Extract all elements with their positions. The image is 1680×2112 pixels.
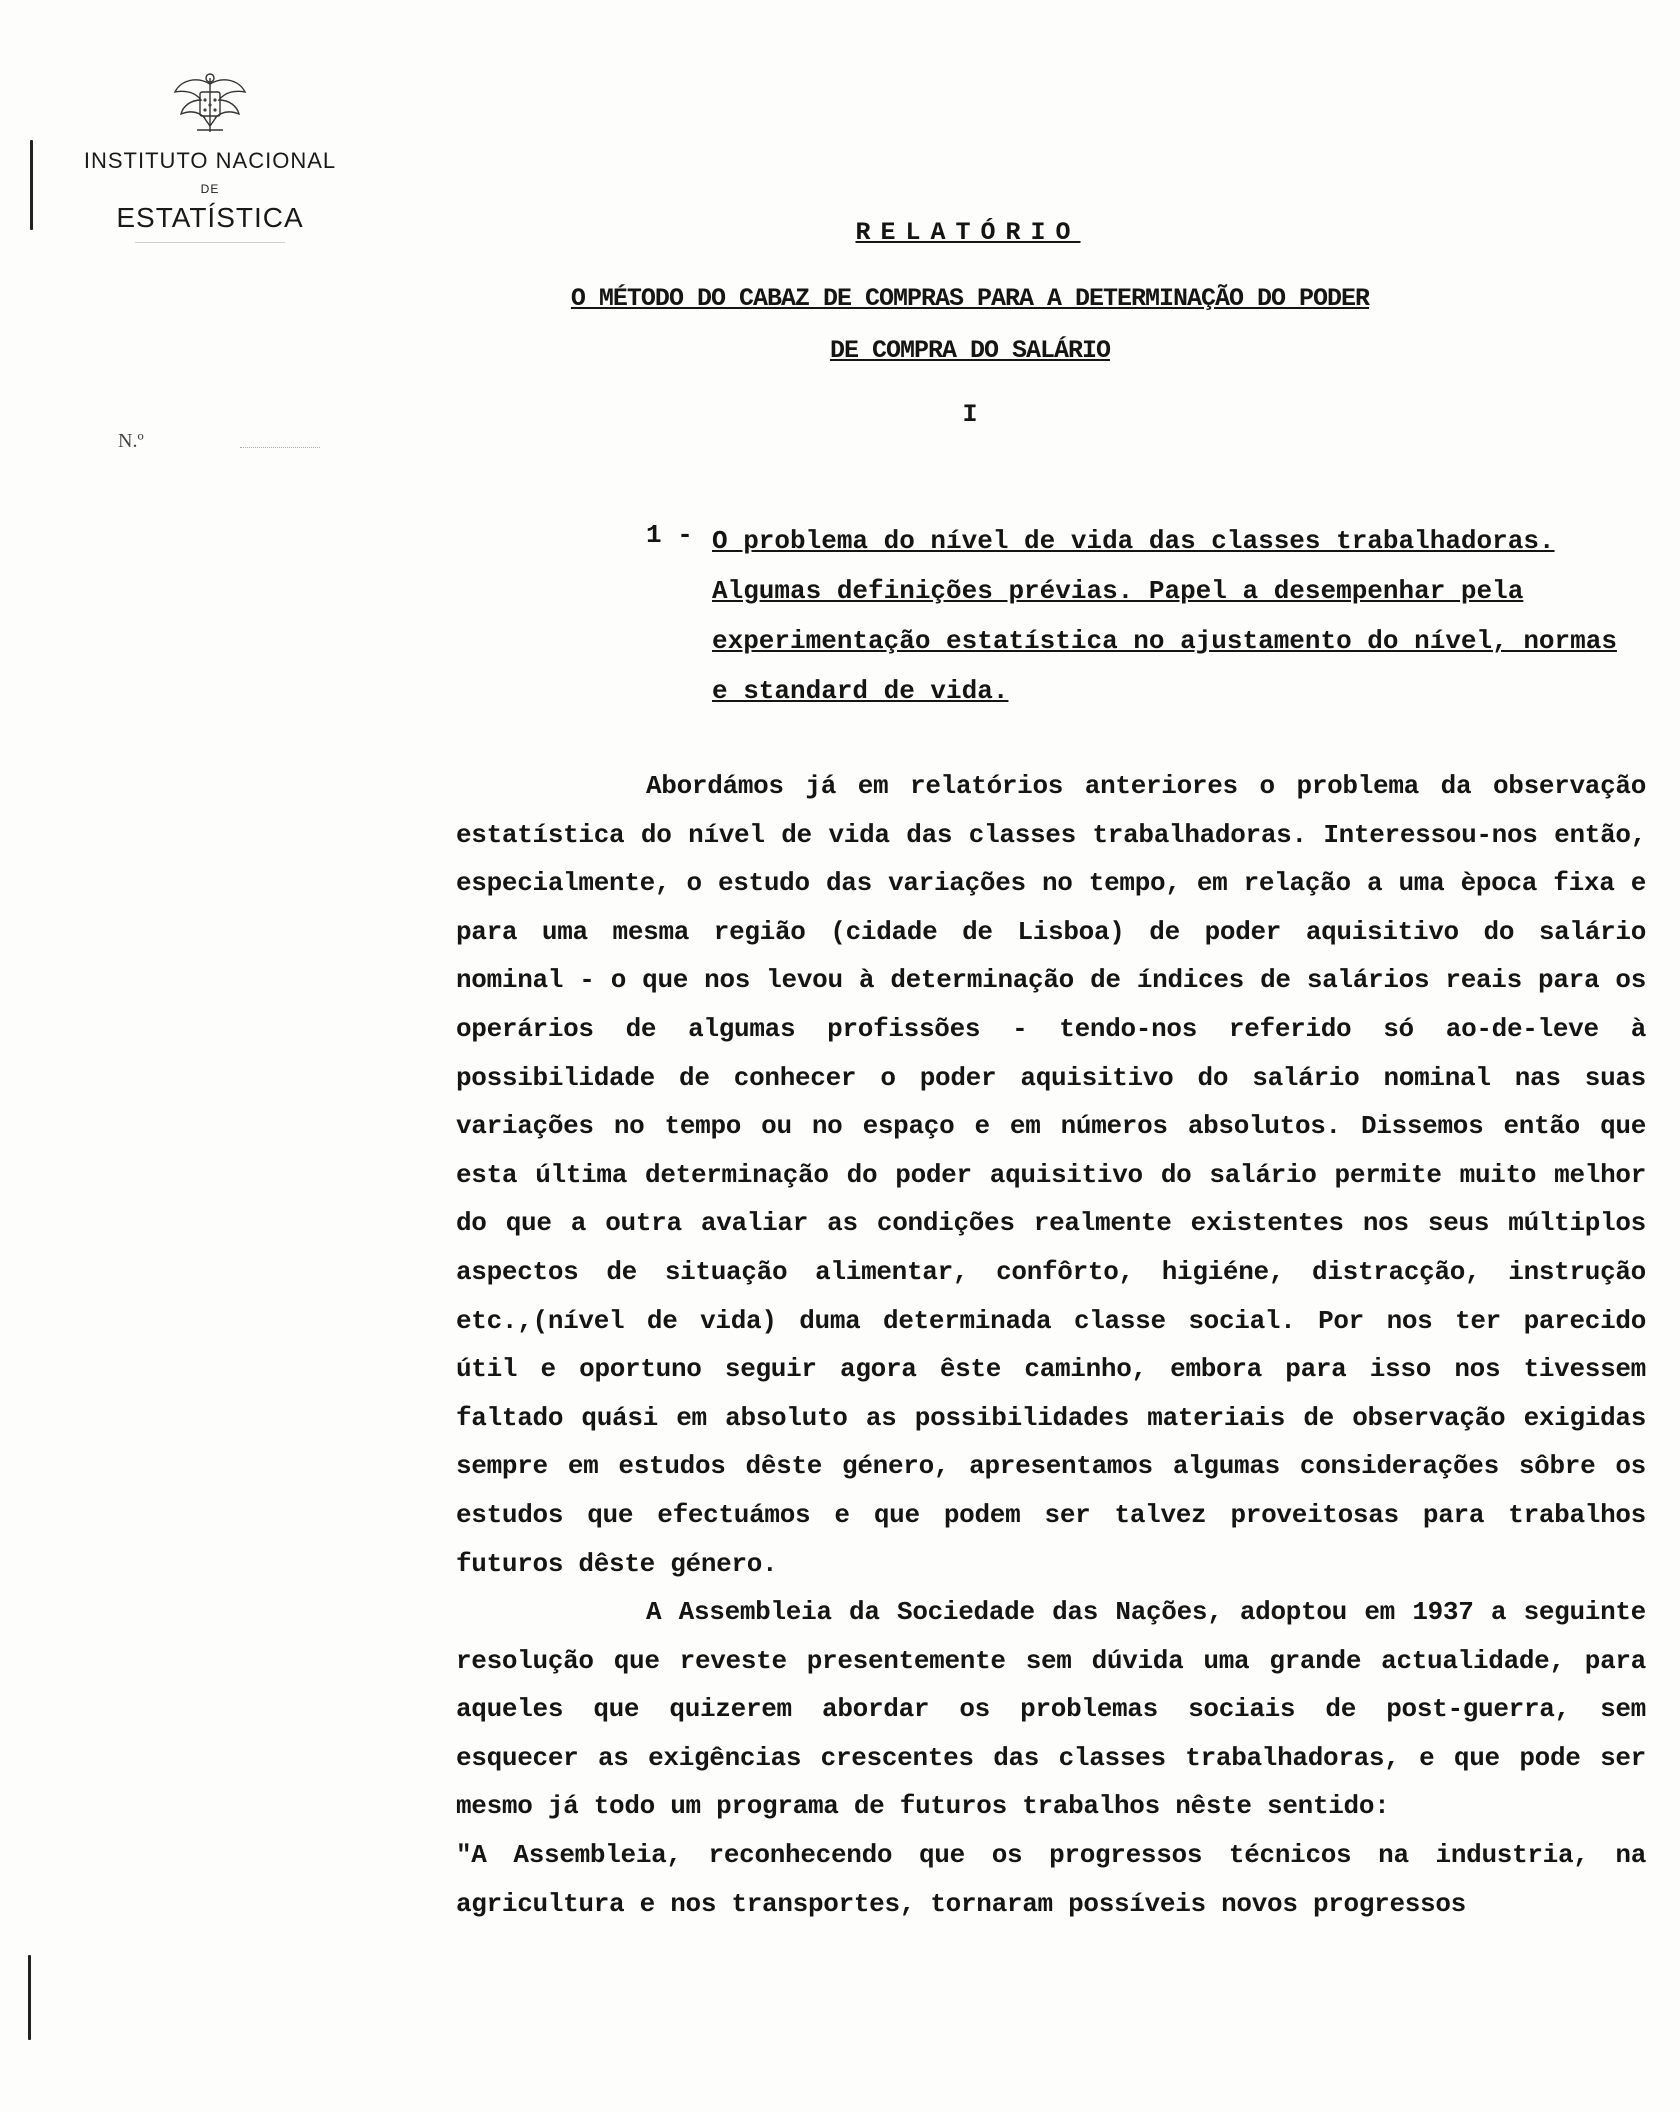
section-heading: O problema do nível de vida das classes trabalhadoras. Algumas definições prévias. Papel a desempenhar pela experimentação estatística no ajustamento do nível, normas e standard de vida. [712, 526, 1617, 706]
margin-binding-mark [30, 140, 33, 230]
letterhead-divider [135, 242, 285, 243]
paragraph-3: "A Assembleia, reconhecendo que os progressos técnicos na industria, na agricultura e nos transportes, tornaram possíveis novos progressos [456, 1840, 1646, 1919]
document-number-label: N.º [118, 430, 144, 452]
section-number: 1 - [646, 520, 693, 550]
report-subtitle-line-2: DE COMPRA DO SALÁRIO [829, 336, 1111, 365]
margin-binding-mark [28, 1955, 31, 2040]
institute-name-statistics: ESTATÍSTICA [116, 202, 304, 233]
document-number-field [240, 447, 320, 449]
section-roman-numeral: I [962, 400, 978, 429]
report-subtitle-line-1: O MÉTODO DO CABAZ DE COMPRAS PARA A DETERMINAÇÃO DO PODER [570, 284, 1370, 313]
letterhead [60, 70, 360, 243]
coat-of-arms-icon [167, 70, 253, 140]
body-text [456, 762, 1646, 1928]
institute-name: INSTITUTO NACIONAL [83, 148, 337, 173]
institute-name-connector: DE [200, 182, 220, 196]
paragraph-1: Abordámos já em relatórios anteriores o problema da observação estatística do nível de vida das classes trabalhadoras. Interessou-nos então, especialmente, o estudo das variações no tempo, em relação a uma època fixa e para uma mesma região (cidade de Lisboa) de poder aquisitivo do salário nominal - o que nos levou à determinação de índices de salários reais para os operários de algumas profissões - tendo-nos referido só ao-de-leve à possibilidade de conhecer o poder aquisitivo do salário nominal nas suas variações no tempo ou no espaço e em números absolutos. Dissemos então que esta última determinação do poder aquisitivo do salário permite muito melhor do que a outra avaliar as condições realmente existentes nos seus múltiplos aspectos de situação alimentar, confôrto, higiéne, distracção, instrução etc.,(nível de vida) duma determinada classe social. Por nos ter parecido útil e oportuno seguir agora êste caminho, embora para isso nos tivessem faltado quási em absoluto as possibilidades materiais de observação exigidas sempre em estudos dêste género, apresentamos algumas considerações sôbre os estudos que efectuámos e que podem ser talvez proveitosas para trabalhos futuros dêste género. [456, 771, 1646, 1579]
paragraph-2: A Assembleia da Sociedade das Nações, adoptou em 1937 a seguinte resolução que reveste presentemente sem dúvida uma grande actualidade, para aqueles que quizerem abordar os problemas sociais de post-guerra, sem esquecer as exigências crescentes das classes trabalhadoras, e que pode ser mesmo já todo um programa de futuros trabalhos nêste sentido: [456, 1597, 1646, 1822]
report-title: RELATÓRIO [855, 218, 1081, 247]
